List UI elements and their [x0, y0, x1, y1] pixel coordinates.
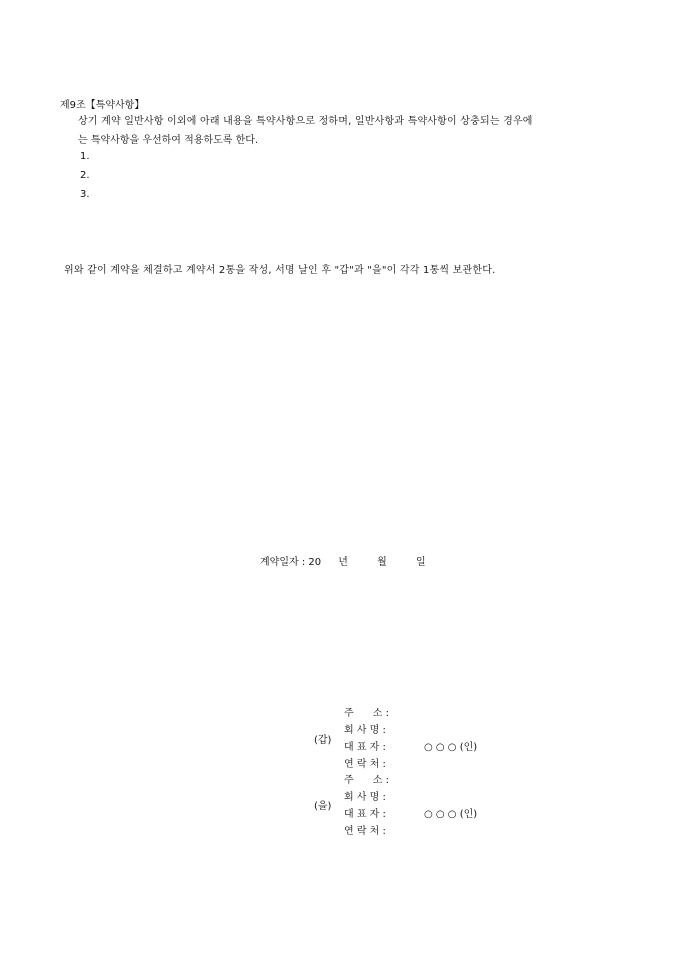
special-term-item-2: 2. [80, 170, 90, 181]
party-a-address-field [344, 704, 400, 719]
party-b-contact-label: 연 락 처 : [344, 826, 386, 837]
party-b-contact-field [344, 822, 400, 837]
party-a-contact-field [344, 755, 400, 770]
party-a-representative-label: 대 표 자 : [344, 742, 386, 753]
closing-statement: 위와 같이 계약을 체결하고 계약서 2통을 작성, 서명 날인 후 "갑"과 "을"이 각각 1통씩 보관한다. [64, 265, 496, 276]
article-title: 제9조【특약사항】 [60, 100, 145, 111]
contract-date-day: 일 [416, 557, 426, 568]
party-b-address-field [344, 771, 400, 786]
special-term-item-3: 3. [80, 189, 90, 200]
party-b-representative-field [344, 805, 400, 820]
party-b-address-label: 주 소 : [344, 775, 389, 786]
party-a-company-field [344, 721, 400, 736]
party-a-contact-label: 연 락 처 : [344, 759, 386, 770]
contract-date-month: 월 [377, 557, 387, 568]
party-a-address-label: 주 소 : [344, 708, 389, 719]
party-b-label: (을) [314, 801, 332, 812]
party-a-company-label: 회 사 명 : [344, 725, 386, 736]
special-term-item-1: 1. [80, 151, 90, 162]
article-body-line-2: 는 특약사항을 우선하여 적용하도록 한다. [78, 135, 259, 146]
party-a-representative-field [344, 738, 400, 753]
party-a-signature: ○ ○ ○ (인) [424, 742, 478, 753]
contract-date-label: 계약일자 : 20 [260, 557, 322, 568]
party-b-company-label: 회 사 명 : [344, 792, 386, 803]
party-a-label: (갑) [314, 735, 332, 746]
party-b-signature: ○ ○ ○ (인) [424, 809, 478, 820]
article-body-line-1: 상기 계약 일반사항 이외에 아래 내용을 특약사항으로 정하며, 일반사항과 특약사항이 상충되는 경우에 [78, 116, 533, 127]
party-b-representative-label: 대 표 자 : [344, 809, 386, 820]
party-b-company-field [344, 788, 400, 803]
contract-date [260, 553, 426, 568]
contract-date-year: 년 [338, 557, 348, 568]
